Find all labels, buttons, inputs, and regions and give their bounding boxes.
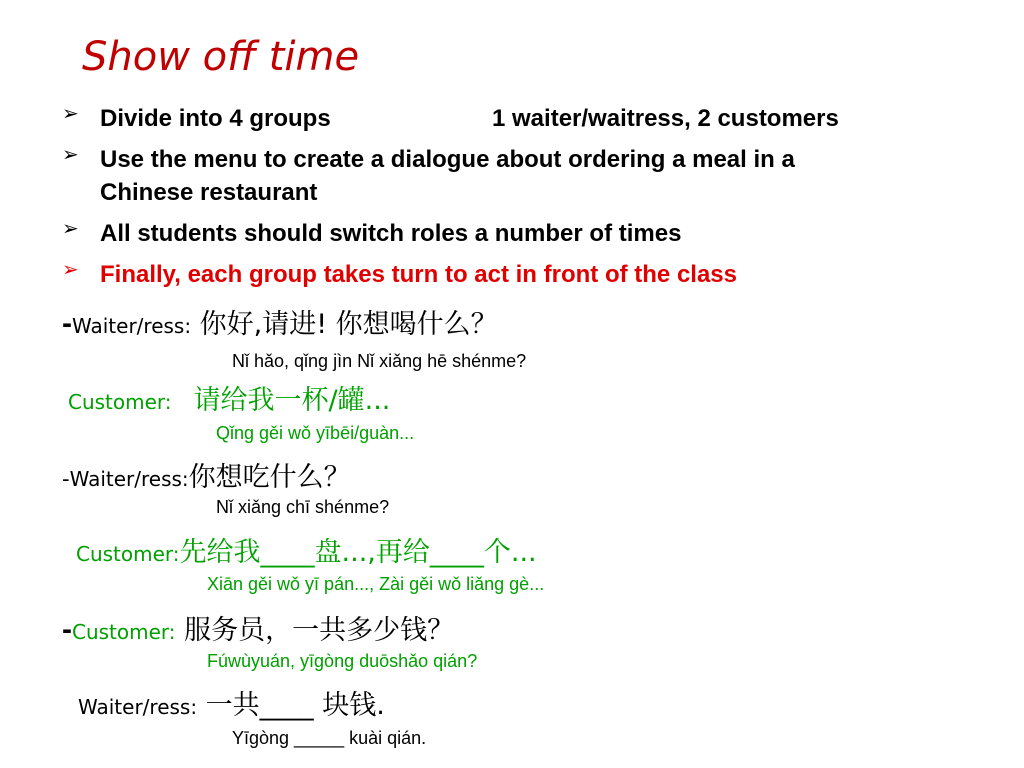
dialogue-dash: -	[62, 307, 72, 340]
bullet-extra-text: 1 waiter/waitress, 2 customers	[492, 105, 839, 132]
pinyin-text: Yīgòng _____ kuài qián.	[232, 728, 427, 748]
chinese-text: 一共____ 块钱.	[197, 690, 385, 721]
arrow-bullet-icon: ➢	[62, 257, 79, 281]
pinyin-text: Xiān gěi wǒ yī pán..., Zài gěi wǒ liǎng gè...	[207, 574, 545, 594]
bullet-continuation-text: Chinese restaurant	[100, 179, 318, 206]
dialogue-line-waiter-food	[62, 455, 351, 494]
pinyin-text: Fúwùyuán, yīgòng duōshǎo qián?	[207, 651, 478, 671]
chinese-text: 请给我一杯/罐...	[193, 385, 391, 416]
speaker-label: Customer:	[72, 620, 176, 644]
pinyin-text: Nǐ xiǎng chī shénme?	[216, 497, 390, 517]
chinese-text: 你好,请进! 你想喝什么？	[191, 309, 498, 340]
arrow-bullet-icon: ➢	[62, 101, 79, 125]
speaker-label: Waiter/ress:	[72, 314, 192, 338]
bullet-text: Finally, each group takes turn to act in front of the class	[100, 261, 737, 288]
speaker-label: Customer:	[68, 390, 172, 414]
bullet-text: Use the menu to create a dialogue about ordering a meal in a	[100, 146, 795, 173]
chinese-text: 你想吃什么？	[188, 462, 351, 493]
dialogue-line-waiter-drink	[62, 302, 498, 341]
chinese-text: 先给我____盘...,再给____个...	[179, 537, 537, 568]
pinyin-text: Qǐng gěi wǒ yībēi/guàn...	[216, 423, 415, 443]
speaker-label: Waiter/ress:	[69, 467, 189, 491]
slide-title: Show off time	[82, 34, 360, 80]
bullet-text: Divide into 4 groups	[100, 105, 331, 132]
bullet-text: All students should switch roles a number of times	[100, 220, 682, 247]
speaker-label: Customer:	[76, 542, 180, 566]
dialogue-line-customer-drink	[68, 378, 390, 417]
dialogue-line-customer-food	[76, 530, 537, 569]
dialogue-dash: -	[62, 467, 70, 491]
arrow-bullet-icon: ➢	[62, 216, 79, 240]
speaker-label: Waiter/ress:	[78, 695, 198, 719]
arrow-bullet-icon: ➢	[62, 142, 79, 166]
chinese-text: 服务员，一共多少钱？	[175, 615, 455, 646]
dialogue-line-customer-bill	[62, 608, 454, 647]
dialogue-line-waiter-total	[78, 683, 385, 722]
dialogue-dash: -	[62, 613, 72, 646]
pinyin-text: Nǐ hǎo, qǐng jìn Nǐ xiǎng hē shénme?	[232, 351, 527, 371]
